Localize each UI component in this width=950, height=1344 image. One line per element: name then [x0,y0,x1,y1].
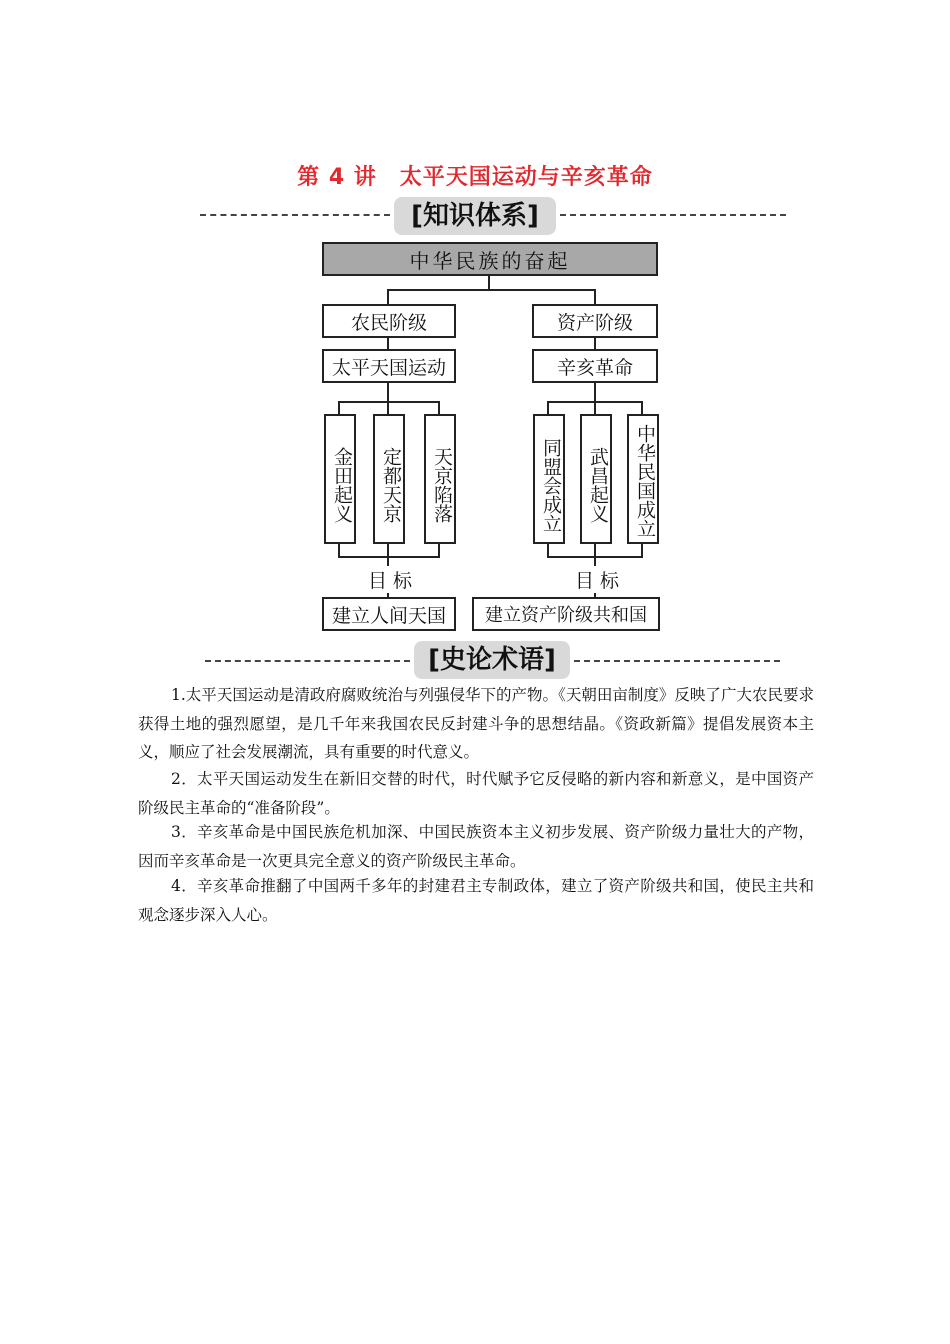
connector [387,289,595,291]
left-event-2: 定都天京 [373,414,405,544]
right-movement: 辛亥革命 [532,349,658,383]
connector [438,543,440,557]
connector [338,556,440,558]
section-heading-terms: [史论术语] [414,641,570,679]
connector [387,383,389,402]
paragraph-3: 3．辛亥革命是中国民族危机加深、中国民族资本主义初步发展、资产阶级力量壮大的产物，因而辛亥革命是一次更具完全意义的资产阶级民主革命。 [138,823,814,870]
lesson-title: 第 4 讲 太平天国运动与辛亥革命 [297,165,653,190]
connector [641,543,643,557]
section-heading-knowledge: [知识体系] [394,197,556,235]
right-event-2: 武昌起义 [580,414,612,544]
divider-left [200,214,390,216]
connector [387,289,389,305]
left-event-1: 金田起义 [324,414,356,544]
divider-left [205,660,410,662]
right-goal: 建立资产阶级共和国 [472,597,660,631]
left-goal-label: 目 标 [366,566,414,593]
right-event-3: 中华民国成立 [627,414,659,544]
connector [594,383,596,402]
paragraph-2: 2．太平天国运动发生在新旧交替的时代，时代赋予它反侵略的新内容和新意义，是中国资产阶级民主革命的“准备阶段”。 [138,770,814,817]
left-movement: 太平天国运动 [322,349,456,383]
right-event-1: 同盟会成立 [533,414,565,544]
connector [338,401,440,403]
left-event-3: 天京陷落 [424,414,456,544]
connector [488,276,490,290]
paragraph-1: 1.太平天国运动是清政府腐败统治与列强侵华下的产物。《天朝田亩制度》反映了广大农民要求获得土地的强烈愿望，是几千年来我国农民反封建斗争的思想结晶。《资政新篇》提倡发展资本主义，顺应了社会发展潮流，具有重要的时代意义。 [138,686,814,761]
divider-right [560,214,786,216]
paragraph-4: 4．辛亥革命推翻了中国两千多年的封建君主专制政体，建立了资产阶级共和国，使民主共和观念逐步深入人心。 [138,877,814,924]
divider-right [574,660,780,662]
connector [594,289,596,305]
right-goal-label: 目 标 [573,566,621,593]
connector [387,543,389,557]
connector [594,543,596,557]
right-class: 资产阶级 [532,304,658,338]
left-goal: 建立人间天国 [322,597,456,631]
connector [547,543,549,557]
left-class: 农民阶级 [322,304,456,338]
connector [338,543,340,557]
diagram-root: 中华民族的奋起 [322,242,658,276]
